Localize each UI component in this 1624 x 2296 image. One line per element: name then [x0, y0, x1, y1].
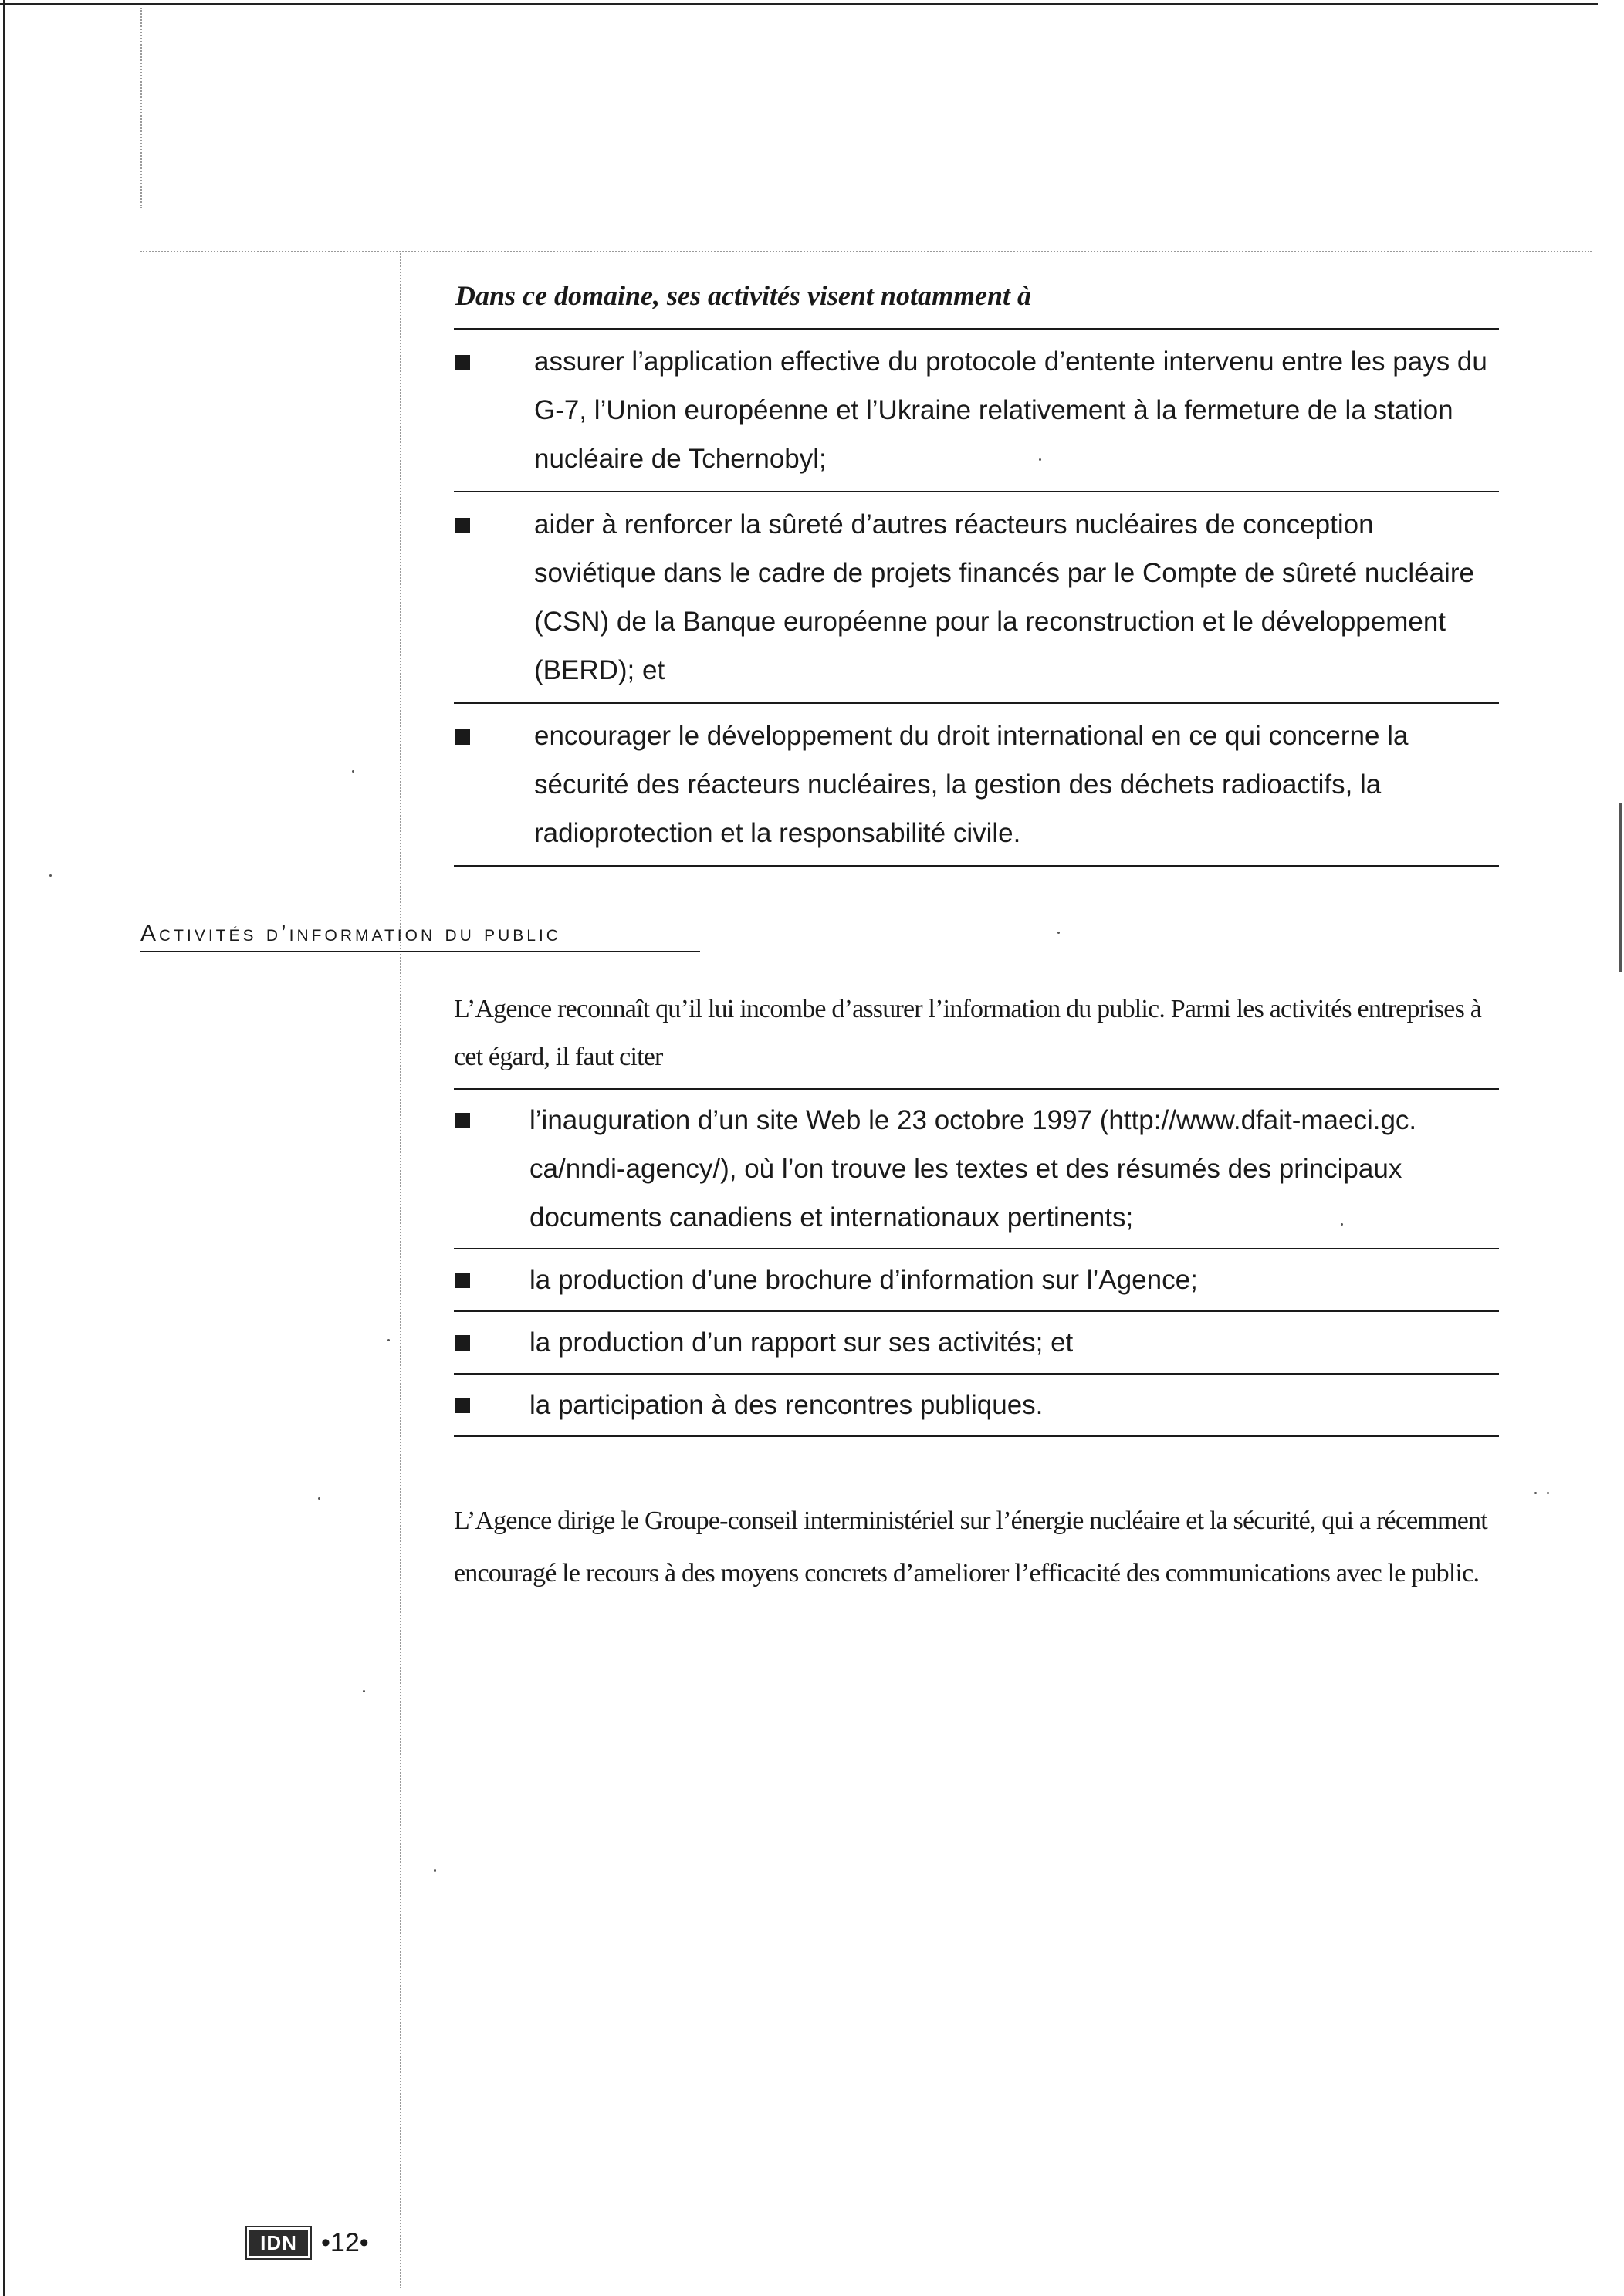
- scan-speck: [434, 1869, 436, 1872]
- scan-speck: [49, 874, 52, 877]
- public-activities-list: [454, 1088, 1499, 1437]
- list-item: [454, 492, 1499, 704]
- page-number: •12•: [321, 2227, 369, 2257]
- idn-logo: IDN: [245, 2226, 312, 2260]
- scan-speck: [363, 1690, 365, 1692]
- intro-paragraph: L’Agence reconnaît qu’il lui incombe d’assurer l’information du public. Parmi les activités entreprises à cet égard, il faut citer: [454, 995, 1481, 1071]
- scan-speck: [1547, 1492, 1549, 1494]
- list-item-text: la production d’un rapport sur ses activités; et: [529, 1327, 1074, 1358]
- list-item: [454, 330, 1499, 492]
- page-frame-top: [0, 3, 1598, 5]
- list-item: [454, 1312, 1499, 1375]
- page-frame-left: [3, 0, 5, 2296]
- square-bullet-icon: [455, 355, 470, 370]
- square-bullet-icon: [455, 729, 470, 745]
- scan-speck: [1534, 1492, 1537, 1494]
- list-item-text: aider à renforcer la sûreté d’autres réacteurs nucléaires de conception soviétique dans le cadre de projets financés par le Compte de sûreté nucléaire (CSN) de la Banque européenne pour la reconstruction et le développement (BERD); et: [534, 509, 1474, 685]
- list-item: [454, 1375, 1499, 1437]
- margin-guide-column: [400, 251, 401, 2288]
- margin-guide-left: [140, 8, 142, 208]
- page-footer: [245, 2226, 369, 2260]
- list-item-text: la participation à des rencontres publiques.: [529, 1390, 1044, 1420]
- list-item: [454, 704, 1499, 867]
- section-heading: Activités d’information du public: [140, 918, 700, 952]
- list-item-text: assurer l’application effective du protocole d’entente intervenu entre les pays du G-7, l’Union européenne et l’Ukraine relativement à la fermeture de la station nucléaire de Tchernobyl;: [534, 347, 1487, 474]
- closing-paragraph: L’Agence dirige le Groupe-conseil interministériel sur l’énergie nucléaire et la sécurité, qui a récemment encouragé le recours à des moyens concrets d’ameliorer l’efficacité des communications avec le public.: [454, 1506, 1487, 1588]
- scan-speck: [352, 770, 354, 773]
- section-intro: Dans ce domaine, ses activités visent notamment à: [455, 280, 1031, 311]
- square-bullet-icon: [455, 1335, 470, 1351]
- square-bullet-icon: [455, 1113, 470, 1128]
- scan-speck: [1039, 458, 1041, 461]
- scan-speck: [1341, 1223, 1343, 1226]
- list-item-text: encourager le développement du droit international en ce qui concerne la sécurité des réacteurs nucléaires, la gestion des déchets radioactifs, la radioprotection et la responsabilité civile.: [534, 721, 1409, 848]
- scan-speck: [318, 1497, 320, 1500]
- square-bullet-icon: [455, 1398, 470, 1413]
- list-item-text: la production d’une brochure d’information sur l’Agence;: [529, 1265, 1198, 1295]
- square-bullet-icon: [455, 1273, 470, 1288]
- scan-speck: [1057, 932, 1060, 934]
- list-item: [454, 1249, 1499, 1312]
- list-item-text: l’inauguration d’un site Web le 23 octobre 1997 (http://www.dfait-maeci.gc. ca/nndi-agency/), où l’on trouve les textes et des résumés des principaux documents canadiens et internationaux pertinents;: [529, 1105, 1417, 1233]
- header-guide-line: [140, 251, 1592, 252]
- activities-list: [454, 328, 1499, 867]
- square-bullet-icon: [455, 518, 470, 533]
- page-frame-right-mark: [1619, 803, 1622, 972]
- scan-speck: [387, 1339, 390, 1341]
